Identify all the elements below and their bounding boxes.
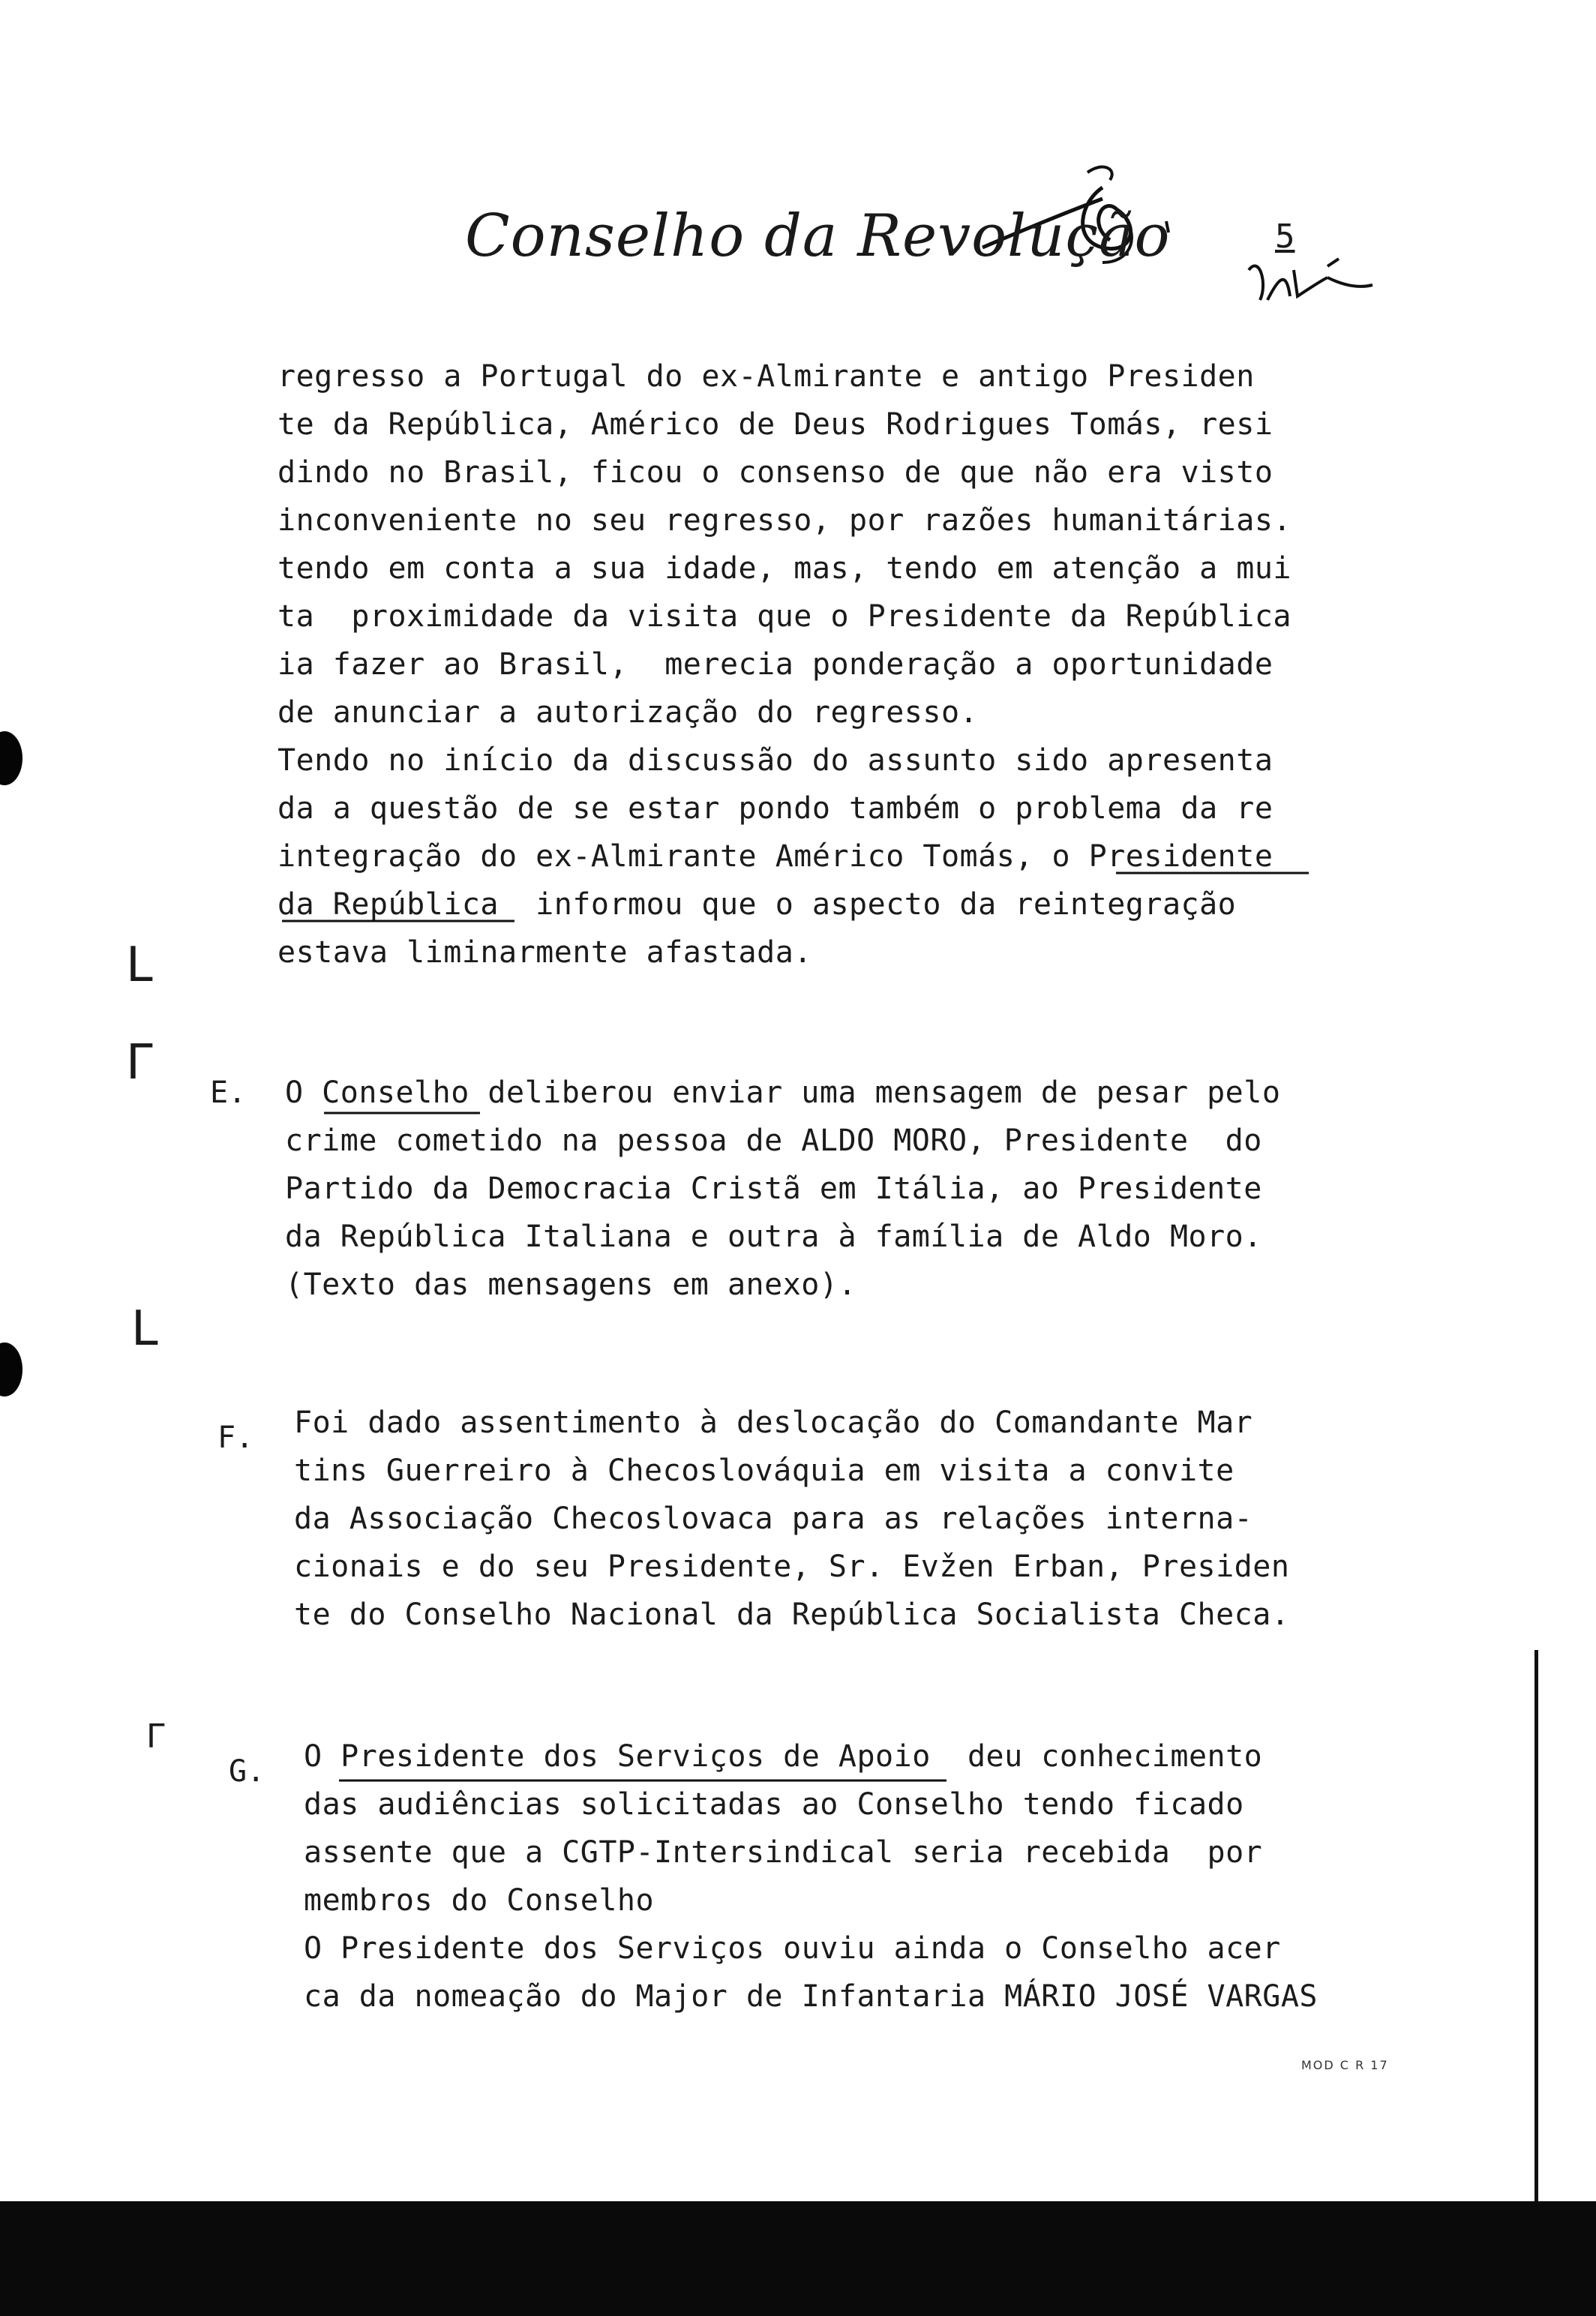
- margin-bracket-mark: L: [131, 1301, 158, 1357]
- text-line: da República informou que o aspecto da reintegração: [278, 887, 1237, 922]
- text-line: ia fazer ao Brasil, merecia ponderação a oportunidade: [278, 647, 1274, 682]
- text-line: Foi dado assentimento à deslocação do Comandante Mar: [294, 1406, 1253, 1440]
- text-line: dindo no Brasil, ficou o consenso de que não era visto: [278, 455, 1274, 490]
- text-line: integração do ex-Almirante Américo Tomás, o Presidente: [278, 839, 1274, 874]
- text-line: te do Conselho Nacional da República Socialista Checa.: [294, 1598, 1290, 1632]
- text-line: membros do Conselho: [304, 1883, 655, 1918]
- text-line: de anunciar a autorização do regresso.: [278, 695, 979, 730]
- text-line: inconveniente no seu regresso, por razões humanitárias.: [278, 503, 1292, 538]
- margin-bracket-mark: Γ: [126, 1035, 153, 1090]
- page-number: 5: [1275, 218, 1295, 256]
- text-line: Partido da Democracia Cristã em Itália, ao Presidente: [285, 1172, 1262, 1206]
- text-line: O Presidente dos Serviços de Apoio deu conhecimento: [304, 1739, 1263, 1774]
- text-line: da a questão de se estar pondo também o problema da re: [278, 791, 1274, 826]
- text-line: regresso a Portugal do ex-Almirante e antigo Presiden: [278, 359, 1255, 394]
- text-line: da República Italiana e outra à família de Aldo Moro.: [285, 1220, 1262, 1254]
- scan-edge-line: [1534, 1650, 1538, 2205]
- text-line: ta proximidade da visita que o Presidente da República: [278, 599, 1292, 634]
- text-line: assente que a CGTP-Intersindical seria recebida por: [304, 1835, 1263, 1870]
- text-line: (Texto das mensagens em anexo).: [285, 1268, 857, 1302]
- text-line: O Presidente dos Serviços ouviu ainda o Conselho acer: [304, 1931, 1281, 1966]
- text-line: te da República, Américo de Deus Rodrigues Tomás, resi: [278, 407, 1274, 442]
- margin-bracket-mark: L: [126, 938, 153, 993]
- text-line: cionais e do seu Presidente, Sr. Evžen Erban, Presiden: [294, 1550, 1290, 1584]
- text-line: crime cometido na pessoa de ALDO MORO, Presidente do: [285, 1124, 1262, 1158]
- text-line: tins Guerreiro à Checoslováquia em visita a convite: [294, 1454, 1234, 1488]
- text-line: ca da nomeação do Major de Infantaria MÁRIO JOSÉ VARGAS: [304, 1979, 1318, 2014]
- item-label-e: E.: [210, 1076, 247, 1110]
- text-line: da Associação Checoslovaca para as relações interna-: [294, 1502, 1253, 1536]
- item-label-f: F.: [218, 1420, 254, 1455]
- text-line: Tendo no início da discussão do assunto sido apresenta: [278, 743, 1274, 778]
- form-code: MOD C R 17: [1301, 2058, 1389, 2072]
- text-line: estava liminarmente afastada.: [278, 935, 812, 970]
- scan-border-band: [0, 2201, 1596, 2316]
- text-line: das audiências solicitadas ao Conselho tendo ficado: [304, 1787, 1244, 1822]
- item-label-g: G.: [229, 1754, 266, 1789]
- text-line: tendo em conta a sua idade, mas, tendo em atenção a mui: [278, 551, 1292, 586]
- letterhead-title: Conselho da Revolução: [465, 202, 1171, 270]
- text-line: O Conselho deliberou enviar uma mensagem de pesar pelo: [285, 1076, 1281, 1110]
- margin-bracket-mark: Γ: [146, 1718, 165, 1756]
